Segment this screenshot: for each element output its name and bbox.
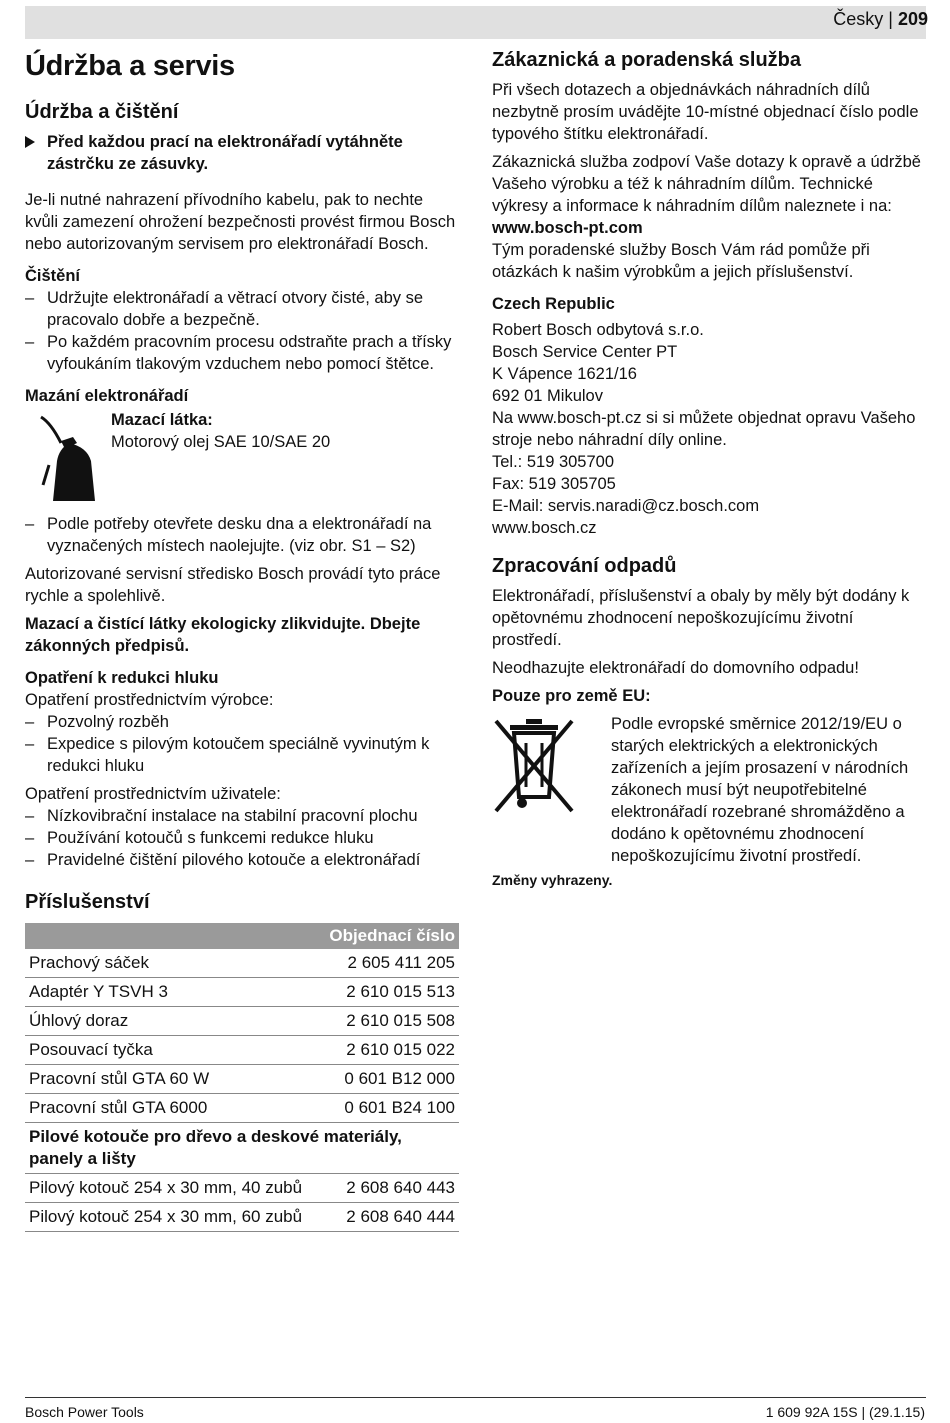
item-name: Pracovní stůl GTA 6000 <box>25 1094 318 1123</box>
contact-line: www.bosch.cz <box>492 519 597 537</box>
item-number: 0 601 B12 000 <box>318 1065 459 1094</box>
item-number: 0 601 B24 100 <box>318 1094 459 1123</box>
table-row <box>25 949 459 978</box>
list-item: – Po každém pracovním procesu odstraňte prach a třísky vyfoukáním tlakovým vzduchem nebo pomocí štětce. <box>25 331 460 375</box>
item-number: 2 610 015 513 <box>318 978 459 1007</box>
disposal-paragraph-1: Elektronářadí, příslušenství a obaly by měly být dodány k opětovnému zhodnocení nepoškozujícímu životní prostředí. <box>492 587 910 649</box>
list-item: – Pozvolný rozběh <box>25 711 460 733</box>
warning-item <box>25 131 460 175</box>
order-number-header: Objednací číslo <box>25 923 459 949</box>
cleaning-list <box>25 287 460 375</box>
service-heading: Zákaznická a poradenská služba <box>492 49 802 71</box>
contact-line: 692 01 Mikulov <box>492 387 603 405</box>
item-number: 2 610 015 508 <box>318 1007 459 1036</box>
footer-brand: Bosch Power Tools <box>25 1404 144 1420</box>
table-row <box>25 978 459 1007</box>
contact-line: Bosch Service Center PT <box>492 343 678 361</box>
service-paragraph-3: Tým poradenské služby Bosch Vám rád pomůže při otázkách k našim výrobkům a jejich příslušenství. <box>492 241 870 281</box>
lubricant-block <box>25 407 460 507</box>
table-row <box>25 1094 459 1123</box>
arrow-icon <box>25 136 35 148</box>
changes-note: Změny vyhrazeny. <box>492 872 613 888</box>
page-number: 209 <box>897 9 928 29</box>
warning-text: Před každou prací na elektronářadí vytáhněte zástrčku ze zásuvky. <box>47 133 403 173</box>
contact-line: Tel.: 519 305700 <box>492 453 615 471</box>
contact-country: Czech Republic <box>492 295 615 313</box>
list-item: – Expedice s pilovým kotoučem speciálně vyvinutým k redukci hluku <box>25 733 460 777</box>
item-name: Úhlový doraz <box>25 1007 318 1036</box>
right-column <box>492 45 927 891</box>
weee-block <box>492 713 927 869</box>
item-name: Pracovní stůl GTA 60 W <box>25 1065 318 1094</box>
table-row <box>25 1065 459 1094</box>
table-group-row <box>25 1123 459 1174</box>
contact-line: K Vápence 1621/16 <box>492 365 637 383</box>
service-url: www.bosch-pt.com <box>492 219 643 237</box>
service-paragraph-2: Zákaznická služba zodpoví Vaše dotazy k opravě a údržbě Vašeho výrobku a též k náhradním dílům. Technické výkresy a informace k náhradním dílům naleznete i na: <box>492 153 921 215</box>
list-item: – Používání kotoučů s funkcemi redukce hluku <box>25 827 460 849</box>
page-header: Česky | 209 <box>833 9 928 29</box>
contact-line: E-Mail: servis.naradi@cz.bosch.com <box>492 497 760 515</box>
manufacturer-label: Opatření prostřednictvím výrobce: <box>25 691 274 709</box>
noise-heading: Opatření k redukci hluku <box>25 669 219 687</box>
accessories-table <box>25 923 459 1232</box>
item-name: Pilový kotouč 254 x 30 mm, 40 zubů <box>25 1174 318 1203</box>
table-row <box>25 1203 459 1232</box>
item-name: Pilový kotouč 254 x 30 mm, 60 zubů <box>25 1203 318 1232</box>
header-bar <box>25 6 926 39</box>
footer-doc-number: 1 609 92A 15S | (29.1.15) <box>765 1404 925 1420</box>
contact-line: Na www.bosch-pt.cz si si můžete objednat opravu Vašeho stroje nebo náhradní díly online. <box>492 409 916 449</box>
cable-text: Je-li nutné nahrazení přívodního kabelu, pak to nechte kvůli zamezení ohrožení bezpečnosti provést firmou Bosch nebo autorizovaným servisem pro elektronářadí Bosch. <box>25 191 456 253</box>
contact-line: Robert Bosch odbytová s.r.o. <box>492 321 704 339</box>
item-number: 2 608 640 443 <box>318 1174 459 1203</box>
lubricant-value: Motorový olej SAE 10/SAE 20 <box>111 433 331 451</box>
service-paragraph-1: Při všech dotazech a objednávkách náhradních dílů nezbytně prosím uvádějte 10-místné objednací číslo podle typového štítku elektronářadí. <box>492 81 919 143</box>
item-number: 2 610 015 022 <box>318 1036 459 1065</box>
table-row <box>25 1036 459 1065</box>
crossed-bin-icon <box>492 715 576 815</box>
item-number: 2 608 640 444 <box>318 1203 459 1232</box>
item-name: Adaptér Y TSVH 3 <box>25 978 318 1007</box>
lubricant-label: Mazací látka: <box>111 411 213 429</box>
user-list <box>25 805 460 871</box>
disposal-note: Mazací a čistící látky ekologicky zlikvidujte. Dbejte zákonných předpisů. <box>25 615 421 655</box>
item-name: Posouvací tyčka <box>25 1036 318 1065</box>
list-item: – Podle potřeby otevřete desku dna a elektronářadí na vyznačených místech naolejujte. (viz obr. S1 – S2) <box>25 513 460 557</box>
group-label: Pilové kotouče pro dřevo a deskové materiály, panely a lišty <box>25 1123 459 1174</box>
list-item: – Pravidelné čištění pilového kotouče a elektronářadí <box>25 849 460 871</box>
header-language: Česky <box>833 9 884 29</box>
service-text: Autorizované servisní středisko Bosch provádí tyto práce rychle a spolehlivě. <box>25 565 441 605</box>
oil-can-icon <box>39 413 99 505</box>
maintenance-heading: Údržba a čištění <box>25 101 179 123</box>
eu-label: Pouze pro země EU: <box>492 687 651 705</box>
item-number: 2 605 411 205 <box>318 949 459 978</box>
accessories-heading: Příslušenství <box>25 891 150 913</box>
manufacturer-list <box>25 711 460 777</box>
disposal-paragraph-2: Neodhazujte elektronářadí do domovního odpadu! <box>492 659 859 677</box>
disposal-heading: Zpracování odpadů <box>492 555 677 577</box>
lubrication-list <box>25 513 460 557</box>
page-title: Údržba a servis <box>25 50 235 82</box>
list-item: – Nízkovibrační instalace na stabilní pracovní plochu <box>25 805 460 827</box>
contact-line: Fax: 519 305705 <box>492 475 616 493</box>
user-label: Opatření prostřednictvím uživatele: <box>25 785 281 803</box>
list-item: – Udržujte elektronářadí a větrací otvory čisté, aby se pracovalo dobře a bezpečně. <box>25 287 460 331</box>
left-column <box>25 45 460 1232</box>
lubrication-heading: Mazání elektronářadí <box>25 387 189 405</box>
item-name: Prachový sáček <box>25 949 318 978</box>
cleaning-heading: Čištění <box>25 267 81 285</box>
eu-directive-text: Podle evropské směrnice 2012/19/EU o starých elektrických a elektronických zařízeních a jejím prosazení v národních zákonech musí být neupotřebitelné elektronářadí rozebrané shromážděno a dodáno k opětovnému zhodnocení nepoškozujícímu životní prostředí. <box>611 715 909 865</box>
table-row <box>25 1007 459 1036</box>
contact-block <box>492 293 927 539</box>
footer-divider <box>25 1397 926 1398</box>
table-row <box>25 1174 459 1203</box>
